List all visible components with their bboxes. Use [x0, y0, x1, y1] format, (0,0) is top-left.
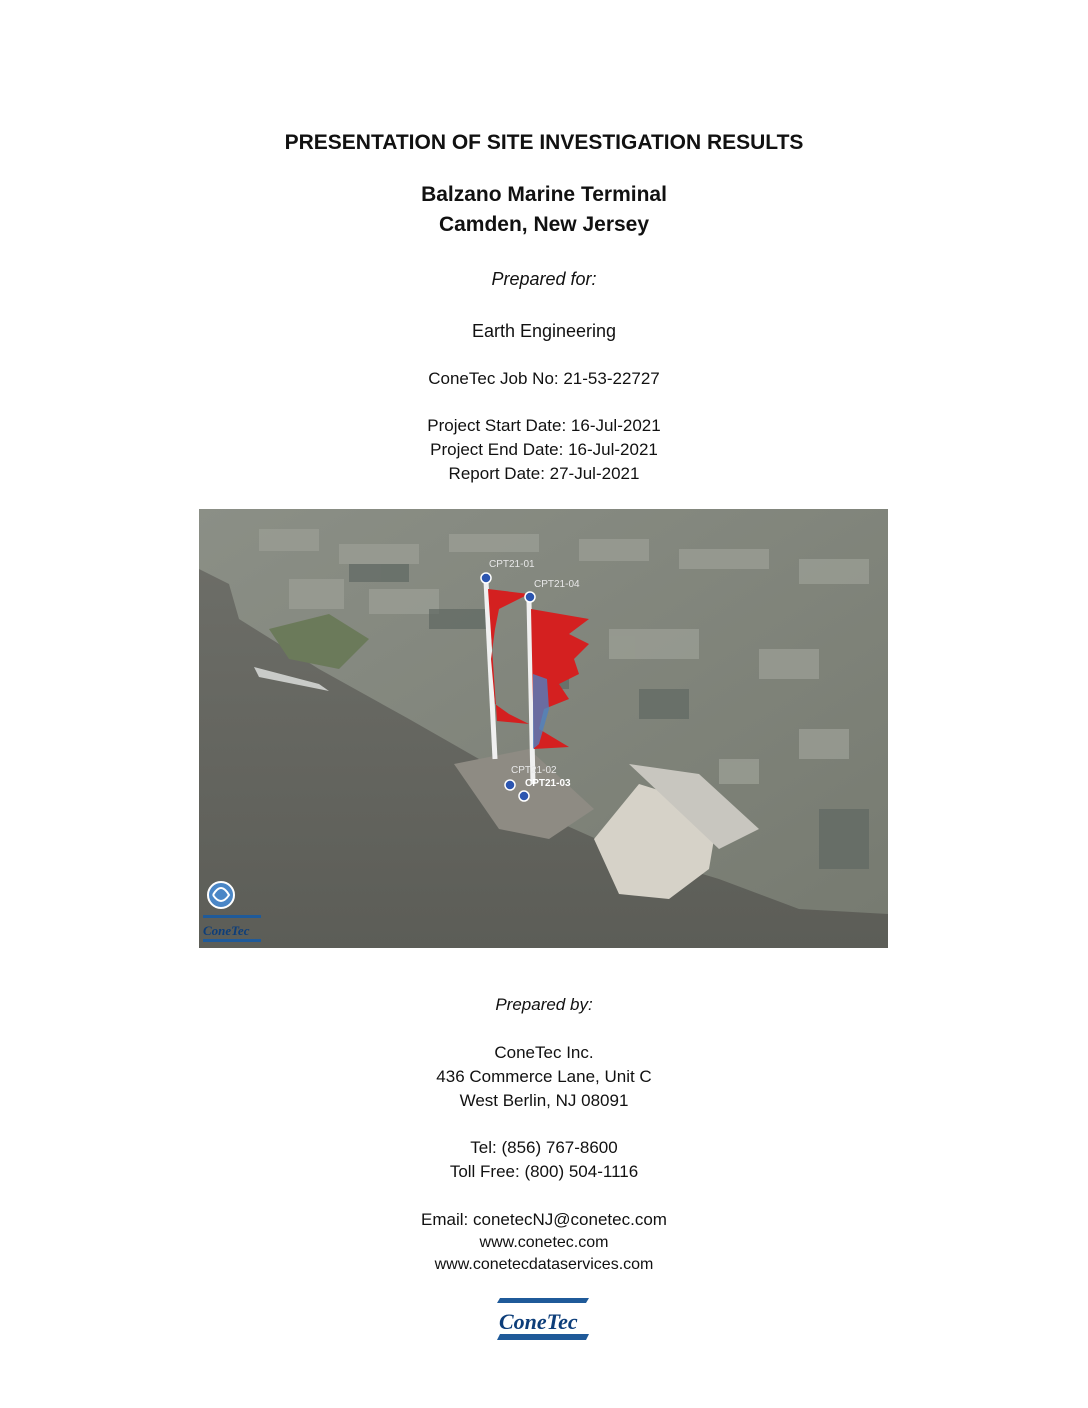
- company-name: ConeTec Inc.: [494, 1043, 594, 1062]
- project-name: Balzano Marine Terminal: [421, 183, 667, 206]
- company-email: Email: conetecNJ@conetec.com: [421, 1210, 667, 1229]
- svg-text:ConeTec: ConeTec: [203, 923, 250, 938]
- company-address-line2: West Berlin, NJ 08091: [459, 1091, 629, 1110]
- label-cpt21-01: CPT21-01: [489, 559, 535, 570]
- conetec-logo: [496, 1296, 591, 1342]
- svg-text:ConeTec: ConeTec: [499, 1309, 578, 1334]
- prepared-for-label: Prepared for:: [491, 269, 597, 289]
- company-telephone: Tel: (856) 767-8600: [470, 1138, 618, 1157]
- client-name: Earth Engineering: [471, 321, 617, 341]
- company-toll-free: Toll Free: (800) 504-1116: [449, 1162, 639, 1181]
- project-end-date: Project End Date: 16-Jul-2021: [430, 440, 658, 459]
- label-cpt21-03: CPT21-03: [525, 778, 571, 789]
- site-aerial-image: [199, 509, 888, 948]
- company-address-line1: 436 Commerce Lane, Unit C: [436, 1067, 652, 1086]
- company-data-services-website[interactable]: www.conetecdataservices.com: [434, 1256, 654, 1273]
- label-cpt21-02: CPT21-02: [511, 765, 557, 776]
- job-number: ConeTec Job No: 21-53-22727: [428, 369, 660, 388]
- company-website[interactable]: www.conetec.com: [479, 1234, 609, 1251]
- project-location: Camden, New Jersey: [438, 213, 650, 236]
- prepared-by-label: Prepared by:: [495, 995, 593, 1014]
- project-start-date: Project Start Date: 16-Jul-2021: [427, 416, 661, 435]
- report-title: PRESENTATION OF SITE INVESTIGATION RESULTS: [284, 131, 804, 154]
- label-cpt21-04: CPT21-04: [534, 579, 580, 590]
- report-date: Report Date: 27-Jul-2021: [448, 464, 640, 483]
